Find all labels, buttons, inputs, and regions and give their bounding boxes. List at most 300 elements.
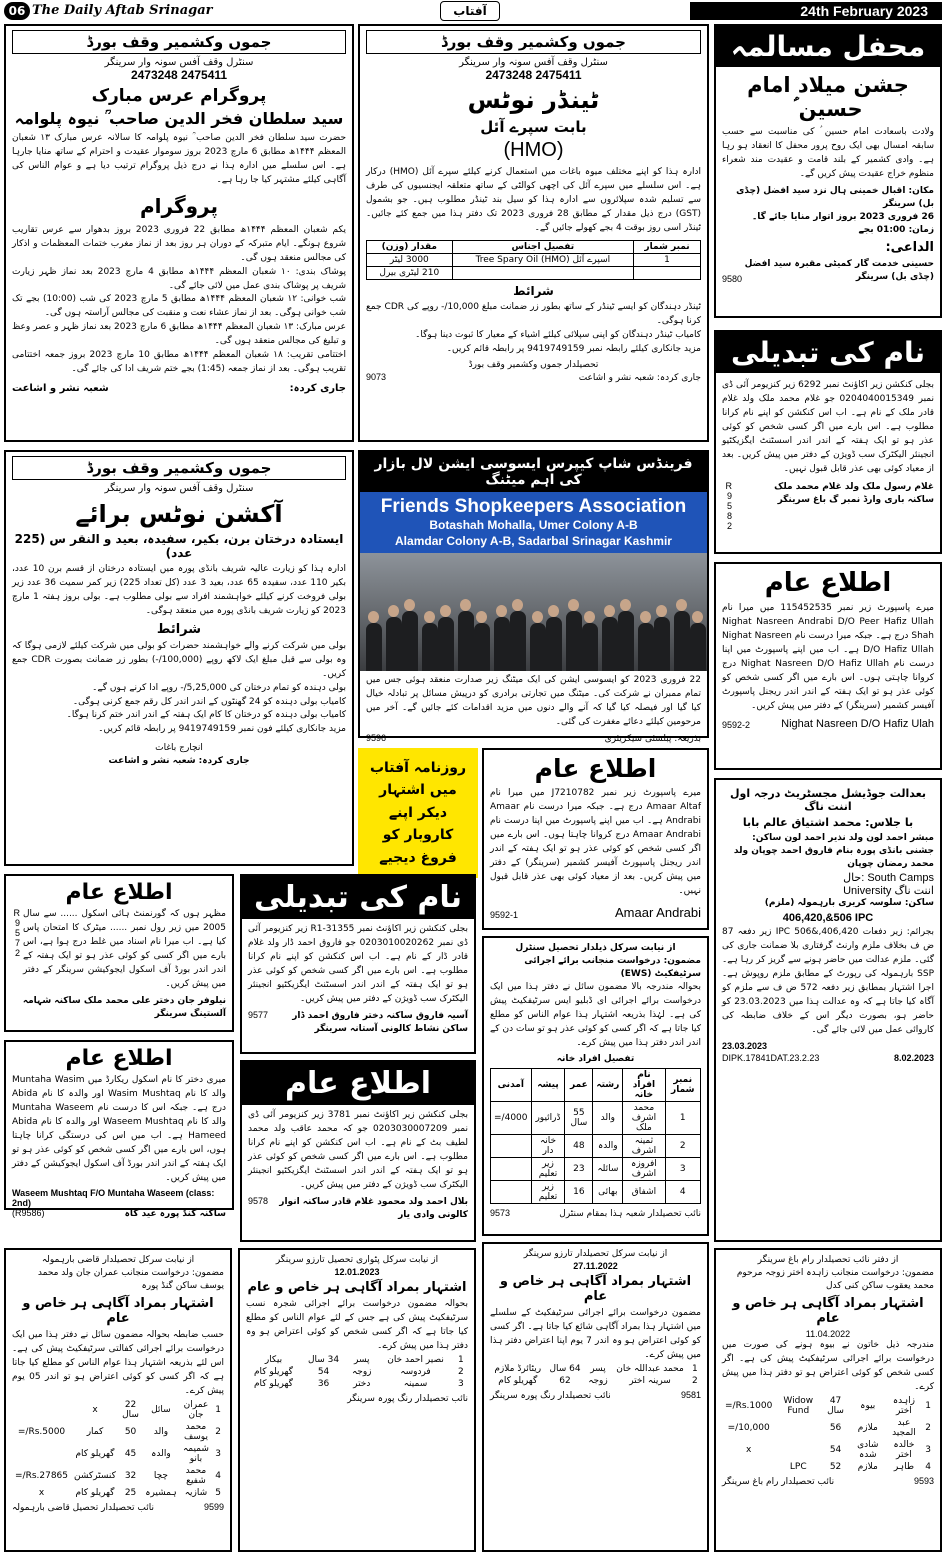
table-row [12,1443,224,1465]
table-row [367,266,701,279]
name-change-body: بجلی کنکشن زیر اکاؤنٹ نمبر 31355-R1 زیر کنزیومر آئی ڈی نمبر 0203010020262 جو فاروق احمد ڈار ولد غلام قادر ڈار کے نام ہے۔ اب اس کنکشن کو اپنے نام کرانا مطلوب ہے۔ اس بارے میں اگر کسی شخص کو کوئی عذر ہو تو ایک ہفتہ کے اندر اندر اسسٹنٹ ایگزیکٹیو انجینئر الیکٹرک سب ڈویژن کے دفتر میں پیش کریں۔ [248,924,468,1004]
table-cell [775,1439,821,1461]
court-body: بجرائم: زیر دفعات 406,420,&506 IPC زیر دفعہ 87 ض ف بخلاف ملزم وارنٹ گرفتاری بلا ضمانت جاری کی گئی۔ ملزم عدالت میں حاضر ہونے سے گریز کر رہا ہے۔ SSP بارہمولہ کی رپورٹ کے مطابق ملزم روپوش ہے۔ اجرا اشتہار بمطابق زیر دفعہ 572 ض ف سے ملزم کو آگاہ کیا جاتا ہے کہ وہ عدالت ہذا میں 23.03.2023 کو حاضر ہو، بصورت دیگر اس کے خلاف ضابطہ کی کاروائی عمل میں لائی جائے گی۔ [722,927,935,1035]
table-cell: 1 [457,1354,464,1365]
istihar-table [246,1354,468,1390]
signature-name: غلام رسول ملک ولد غلام محمد ملک [774,481,934,492]
tender-subtitle-en: (HMO) [503,139,564,161]
auction-title: آکشن نوٹس برائے [75,500,283,528]
promo-text: روزنامہ آفتاب میں اشتہار دیکر اپنے کاروبار کو فروغ دیجیے [369,760,467,866]
table-cell: ثمینہ اشرف [623,1134,665,1157]
ad-ref: R 9 5 7 2 [13,908,20,958]
org-phones: 2475411 2473248 [130,68,228,82]
istihar-ad-4 [714,1248,942,1552]
person-figure [494,617,510,671]
department: شعبہ نشر و اشاعت [12,383,109,395]
notice-title: اطلاع عام [242,1062,474,1105]
person-figure [638,623,654,671]
table-cell: گھریلو کام [75,1487,115,1498]
org-office: سنٹرل وقف آفس سونہ وار سرینگر [104,57,254,68]
table-cell: 3000 لیٹر [367,253,453,266]
person-head [460,599,471,611]
istihar-title: اشتہار بمراد آگاہی ہر خاص و عام [247,1280,467,1296]
table-cell: 1 [634,253,701,266]
table-cell: 23 [565,1157,593,1180]
ad-ref: 9577 [248,1009,269,1020]
istihar-body: مضمون درخواست برائے اجرائی سرٹیفکیٹ کے سلسلے میں اشتہار ہذا بمراد آگاہی شائع کیا جاتا ہے۔ اگر کسی کو کوئی اعتراض ہو وہ اندر 7 یوم اپنا اعتراض دفتر ہذا میں پیش کرے۔ [490,1308,701,1360]
table-cell [452,266,633,279]
table-cell: Rs.5000/= [17,1426,66,1437]
org-office: سنٹرل وقف آفس سونہ وار سرینگر [459,57,608,68]
person-head [620,599,631,611]
table-cell: 210 لیٹری بیرل [367,266,453,279]
istihar-title: اشتہار بمراد آگاہی ہر خاص و عام [732,1296,924,1327]
istihar-footer: نائب تحصیلدار رنگ پورہ سرینگر [347,1393,468,1404]
table-cell: Rs.27865/= [15,1470,69,1481]
tender-title: ٹینڈر نوٹس [467,86,600,114]
ews-subject: مضمون: درخواست منجانب برائے اجرائی سرٹیفکیٹ (EWS) [524,956,701,980]
table-cell: 1 [691,1363,698,1374]
court-dipk: DIPK.17841DAT.23.2.23 [722,1052,820,1063]
person-head [440,605,451,617]
istihar-table [722,1395,934,1473]
notice-amaar-ad [482,748,709,930]
table-cell: طاہر [893,1461,914,1472]
table-cell [491,1157,532,1180]
table-cell: 2 [215,1426,221,1437]
table-cell: دختر [353,1378,371,1389]
mehfil-venue: مکان: اقبال خمینی ہال نزد سید افضل (چڈی بل) سرینگر [736,185,934,209]
person-head [532,611,543,623]
person-figure [458,611,474,671]
table-cell: خانہ دار [531,1134,565,1157]
table-cell: اسپرے آئل Tree Spary Oil (HMO) [452,253,633,266]
signature-address: ساکنہ باری وارڈ نمبر گ باغ سرینگر [777,494,934,505]
notice-nasreen-ad [714,562,942,770]
table-cell: 3 [665,1157,701,1180]
table-cell: زوجہ [588,1375,608,1386]
ad-ref: R 9 5 8 2 [725,480,732,531]
table-cell: 4 [215,1470,221,1481]
meeting-title: فرینڈس شاپ کیپرس ایسوسی ایشن لال بازار کی اہم میٹنگ [360,452,707,492]
table-cell: 50 [124,1426,137,1437]
table-cell: بھائی [593,1180,623,1203]
urs-title: پروگرام عرس مبارک [91,86,267,106]
mehfil-date: 26 فروری 2023 بروز اتوار منایا جائے گا۔ [752,211,934,222]
istihar-footer: نائب تحصیلدار تحصیل قاضی بارہمولہ [12,1502,154,1513]
table-cell: 1 [925,1400,931,1411]
table-header: عمر [565,1068,593,1101]
ad-ref: 9580 [722,274,743,285]
istihar-subject: مضمون: درخواست منجانب زاہدہ اختر زوجہ مرحوم محمد یعقوب ساکن کنی کدل [736,1268,934,1292]
ad-ref: 9599 [203,1501,224,1512]
table-cell: زاہدہ اختر [892,1395,915,1416]
istihar-head: از نیابت سرکل تحصیلدار قاضی بارہمولہ [41,1255,195,1265]
paper-name: The Daily Aftab Srinagar [32,3,213,18]
table-cell: 55 سال [565,1101,593,1134]
table-cell: x [38,1487,45,1498]
ews-subhead: تفصیل افراد خانہ [556,1053,635,1064]
friends-meeting-ad [358,450,709,744]
istihar-body: بحوالہ مضمون درخواست برائے اجرائی شجرہ نسب سرٹیفکیٹ پیش کی ہے جس کے لئے عوام الناس کو مطلع کیا جاتا ہے کہ اگر کسی شخص کو کوئی اعتراض ہو وہ دفتر ہذا میں پیش کرے۔ [246,1299,468,1351]
table-cell: 4 [925,1461,931,1472]
table-cell: محمد یوسف [183,1421,208,1442]
person-figure [674,611,690,671]
table-header: مقدار (وزن) [367,240,453,253]
ad-ref: 9578 [248,1195,269,1206]
table-cell: ملازم [857,1422,878,1433]
page-header [0,0,945,22]
court-date-2: 8.02.2023 [893,1052,934,1063]
auction-subtitle: ایستادہ درختان برن، بکیر، سفیدہ، بعید و النقر س (225 عدد) [14,532,344,560]
ad-ref: 9593 [913,1475,934,1486]
table-cell: پسر [590,1363,606,1374]
istihar-body: حسب ضابطہ بحوالہ مضمون سائل نے دفتر ہذا میں ایک درخواست برائے اجرائی کفالتی سرٹیفکیٹ پیش کی ہے۔ اس لئے بذریعہ اشتہار ہذا عوام الناس کو مطلع کیا جاتا ہے کہ اگر کسی کو کوئی اعتراض ہو تو اندر 05 یوم پیش کرے۔ [12,1330,224,1396]
person-figure [582,623,598,671]
table-row [12,1487,224,1499]
notice-title: اطلاع عام [65,1046,173,1071]
table-cell: Widow Fund [783,1395,814,1416]
notice-signature: نیلوفر جان دختر علی محمد ملک ساکنہ شہامہ آلستینگ سرینگر [22,995,226,1019]
ews-table [490,1068,701,1204]
aftab-promo-ad [358,748,478,878]
court-accused: ساکن: سلوسہ کریری بارہمولہ (ملزم) [764,898,934,909]
notice-body: میرے پاسپورٹ زیر نمبر J7210782 میں میرا نام Amaar Altaf درج ہے۔ جبکہ میرا درست نام Amaar Andrabi ہے۔ اب میں اپنے پاسپورٹ میں اپنا درست نام Amaar Andrabi درج کروانا چاہتا ہوں۔ اس بارے میں اگر کسی شخص کو کوئی عذر ہو تو ایک ہفتہ کے اندر اندر ریجنل پاسپورٹ آفیسر کشمیر (سرینگر) کے دفتر میں پیش کریں۔ بعد از معیاد کوئی بھی عذر قابل قبول نہیں۔ [490,788,701,896]
programme-item: شب خوانی: ۱۲ شعبان المعظم ۱۴۴۴ھ مطابق 5 مارچ 2023 کی شب (10:00) بجے تک شب خوانی ہوگی۔ بعد از نماز عشاء نعت و منقبت کی مجالس آراستہ ہوں گی۔ [12,294,346,319]
meeting-report: 22 فروری 2023 کو ایسوسی ایشن کی ایک میٹنگ زیر صدارت منعقد ہوئی جس میں تمام ممبران نے شرکت کی۔ میٹنگ میں تجارتی برادری کو درپیش مسائل پر تبادلہ خیال کیا گیا اور فیصلہ کیا گیا کہ آنے والے دنوں میں مزید اقدامات کئے جائیں گے۔ آخر میں مرحومین کیلئے دعائے مغفرت کی گئی۔ [366,675,701,727]
table-cell: اشفاق [623,1180,665,1203]
table-cell: محمد عبداللہ خان [616,1363,684,1374]
table-cell: 34 سال [307,1354,340,1365]
term-item: مزید جانکاری کیلئے فون نمبر 9419749159 پر رابطہ قائم کریں۔ [98,724,346,735]
caller: حسینی خدمت گار کمیٹی مقبرہ سید افضل (چڈی بل) سرینگر [744,258,934,282]
notice-signature: آسیہ فاروق ساکنہ دختر فاروق احمد ڈار ساکن نشاط کالونی آستانہ سرینگر [292,1010,468,1034]
table-cell: 48 [565,1134,593,1157]
istihar-head: از دفتر نائب تحصیلدار رام باغ سرینگر [757,1255,899,1265]
person-figure [690,623,706,671]
waqf-auction-ad [4,450,354,866]
term-item: ٹینڈر دہندگان کو ایسے ٹینڈر کے ساتھ بطور زر ضمانت مبلغ 10,000/- روپے کی CDR جمع کرنا ہوگی۔ [366,301,701,326]
ittila-aam-electric-ad [240,1060,476,1242]
org-title: جموں وکشمیر وقف بورڈ [366,30,701,54]
table-cell: 16 [565,1180,593,1203]
notice-title: اطلاع عام [534,754,657,783]
table-cell: 62 [559,1375,571,1386]
person-figure [422,623,438,671]
ad-ref: 9073 [366,372,387,383]
table-cell: 52 [829,1461,842,1472]
table-cell: سرینہ اختر [629,1375,671,1386]
person-head [404,599,415,611]
term-item: بولی دہندہ کو تمام درختان کی 5,25,000/- روپے ادا کرنے ہوں گے۔ [92,682,346,693]
table-cell: x [92,1404,98,1415]
table-row [491,1180,701,1203]
table-row [491,1134,701,1157]
court-sections: 406,420,&506 IPC [782,912,874,925]
notice-school-ad [4,874,234,1032]
table-cell: ملازم [857,1461,878,1472]
table-cell: 47 سال [827,1395,844,1416]
istihar-date: 12.01.2023 [334,1267,380,1278]
court-title: بعدالت جوڈیشل مجسٹریٹ درجہ اول اننت ناگ [730,787,926,813]
table-cell: 25 [124,1487,137,1498]
table-cell [491,1180,532,1203]
table-cell: کنسٹرکشن [74,1470,116,1481]
name-change-title: نام کی تبدیلی [716,332,940,373]
page-number: 06 [4,2,30,20]
ad-ref: 9592-2 [722,719,751,730]
terms-heading: شرائط [513,283,554,298]
court-judge: با جلاس: محمد اشتیاق عالم بابا [742,816,914,829]
table-row [12,1465,224,1487]
table-cell: 2 [665,1134,701,1157]
table-header: نمبر شمار [665,1068,701,1101]
notice-signature: بلال احمد ولد محمود غلام قادر ساکنہ انوار کالونی وادی یار [279,1196,468,1220]
table-cell: محمد اشرف ملک [623,1101,665,1134]
tender-subtitle [366,118,701,136]
association-address-1: Botashah Mohalla, Umer Colony A-B [429,518,638,532]
table-cell: زیر تعلیم [531,1180,565,1203]
istihar-table [490,1363,701,1387]
table-cell: زیر تعلیم [531,1157,565,1180]
programme-item: عرس مبارک: ۱۳ شعبان المعظم ۱۴۴۴ھ مطابق 6 مارچ 2023 بعد نماز ظہر و عصر وعظ و تبلیغ کی مجالس منعقد ہوں گی۔ [12,322,346,347]
person-figure [438,617,454,671]
notice-body: میرے پاسپورٹ زیر نمبر 115452535 میں میرا نام Nighat Nasreen Andrabi D/O Peer Hafiz Ullah Shah درج ہے۔ جبکہ میرا درست نام Nighat Nasreen D/O Hafiz Ullah ہے۔ اب میں اپنے پاسپورٹ میں اپنا درست نام Nighat Nasreen D/O Hafiz Ullah درج کروانا چاہتی ہوں۔ اس بارے میں اگر کسی شخص کو کوئی عذر ہو تو ایک ہفتہ کے اندر اندر ریجنل پاسپورٹ آفیسر کشمیر (سرینگر) کے دفتر میں پیش کریں۔ [722,603,935,711]
ews-notice-ad [482,936,709,1236]
istihar-subject: مضمون: درخواست منجانب عمران جان ولد محمد یوسف ساکن گنڈ پورہ [37,1268,224,1292]
ews-signoff: نائب تحصیلدار شعبہ ہذا بمقام سنٹرل [559,1208,701,1219]
table-cell [634,266,701,279]
caller-label: الداعی: [885,239,934,255]
table-cell: 4 [665,1180,701,1203]
notice-address: ساکنہ گنڈ پورہ عید گاہ [124,1208,226,1219]
istihar-date: 11.04.2022 [805,1329,851,1340]
table-cell: LPC [789,1461,807,1472]
table-header: نام افراد خانہ [623,1068,665,1101]
mehfil-title: محفل مسالمہ [716,26,940,67]
term-item: کامیاب بولی دہندہ کو درختان کا کام ایک ہفتہ کے اندر اندر ختم کرنا ہوگا۔ [66,710,346,721]
person-head [692,611,703,623]
table-cell: گھریلو کام [498,1375,538,1386]
table-cell: سمینہ [403,1378,428,1389]
person-figure [654,617,670,671]
table-cell: 3 [925,1444,931,1455]
name-change-ad-1 [714,330,942,554]
table-cell: زوجہ [352,1366,372,1377]
table-cell: فردوسہ [400,1366,431,1377]
table-cell: کمار [86,1426,104,1437]
table-cell [775,1417,821,1439]
name-change-ad-2 [240,874,476,1054]
group-photo [360,553,707,671]
table-row [246,1366,468,1378]
table-row [490,1363,701,1375]
table-cell: والدہ [151,1448,171,1459]
table-row [491,1157,701,1180]
masthead-logo: آفتاب [440,1,500,21]
court-address-1: حال: South Camps [843,872,934,885]
person-head [368,611,379,623]
court-parties: مبشر احمد لون ولد نذیر احمد لون ساکن: جشنی بانڈی پورہ بنام فاروق احمد چوپان ولد محمد رمضان چوپان [733,833,934,870]
table-cell [491,1134,532,1157]
table-row [367,253,701,266]
association-banner [360,492,707,553]
table-cell: 1 [215,1404,221,1415]
person-head [548,605,559,617]
person-figure [618,611,634,671]
table-row [246,1378,468,1390]
table-cell: والد [593,1101,623,1134]
waqf-urs-ad [4,24,354,442]
ad-ref: 9592-1 [490,909,519,920]
terms-heading: شرائط [156,621,202,637]
programme-item: اختتامی تقریب: ۱۸ شعبان المعظم ۱۴۴۴ھ مطابق 10 مارچ 2023 بروز جمعہ اختتامی تقریب ہوگی۔ بعد از نماز جمعہ (1:45) بجے ختم شریف ادا کی جائے گی۔ [12,350,346,375]
person-figure [366,623,382,671]
table-cell: 22 سال [122,1399,139,1420]
istihar-ad-3 [482,1242,709,1552]
istihar-ad-1 [4,1248,232,1552]
istihar-title: اشتہار بمراد آگاہی ہر خاص و عام [499,1274,692,1305]
person-head [656,605,667,617]
table-cell [722,1461,775,1473]
person-figure [402,611,418,671]
table-cell: سائل [151,1404,171,1415]
notice-title: اطلاع عام [764,568,892,598]
istihar-body: مندرجہ ذیل خاتون نے بیوہ ہونے کی صورت میں درخواست برائے اجرائی سرٹیفکیٹ پیش کی ہے۔ اگر کسی شخص کو کوئی اعتراض ہو تو دفتر ہذا میں پیش کرے۔ [722,1340,934,1392]
istihar-date: 27.11.2022 [573,1261,618,1272]
org-title: جموں وکشمیر وقف بورڈ [12,456,346,480]
table-header: نمبر شمار [634,240,701,253]
table-cell: x [746,1444,752,1455]
court-date-1: 23.03.2023 [722,1040,768,1051]
table-cell: ہمشیرہ [145,1487,177,1498]
saint-name: سید سلطان فخر الدین صاحب ؒ نیوہ پلوامہ [14,109,344,128]
table-cell: بیوہ [860,1400,876,1411]
table-cell: ریٹائرڈ ملازم [494,1363,542,1374]
table-header: رشتہ [593,1068,623,1101]
ad-ref: (R9586) [12,1207,45,1218]
table-cell: گھریلو کام [253,1378,293,1389]
table-cell: شادی شدہ [857,1439,879,1460]
programme-heading: پروگرام [140,193,218,218]
term-item: کامیاب ٹینڈر دہندگان کو اپنی سپلائی کیلئے اشیاء کے معیار کا ثبوت دینا ہوگا۔ [415,329,701,340]
table-cell: 3 [457,1378,464,1389]
org-title: جموں وکشمیر وقف بورڈ [12,30,346,54]
notice-title: اطلاع عام [65,880,173,905]
istihar-footer: نائب تحصیلدار رام باغ سرینگر [722,1476,835,1487]
person-figure [386,617,402,671]
term-item: مزید جانکاری کیلئے رابطہ نمبر 9419749159 پر رابطہ قائم کریں۔ [446,343,701,354]
table-cell: 2 [925,1422,931,1433]
person-figure [566,611,582,671]
table-row [12,1399,224,1421]
person-figure [510,611,526,671]
person-figure [602,617,618,671]
ad-ref: 9596 [366,732,387,743]
table-header: تفصیل اجناس [452,240,633,253]
table-cell: 45 [124,1448,137,1459]
table-cell: 32 [124,1470,137,1481]
table-cell: والد [153,1426,169,1437]
table-cell: عمران جان [183,1399,209,1420]
name-change-body: بجلی کنکشن زیر اکاؤنٹ نمبر 6292 زیر کنزیومر آئی ڈی نمبر 0204040015349 جو غلام محمد ملک ولد غلام قادر ملک کے نام ہے۔ اب اس کنکشن کو اپنے نام کرانا مطلوب ہے۔ اس بارے میں اگر کسی شخص کو کوئی عذر ہو تو ایک ہفتہ کے اندر اندر اسسٹنٹ ایگزیکٹیو انجینئر الیکٹرک سب ڈویژن کے دفتر میں پیش کریں۔ بعد از معیاد کوئی بھی عذر قابل قبول نہیں۔ [722,380,934,474]
name-change-title: نام کی تبدیلی [242,876,474,919]
person-head [476,611,487,623]
table-row [722,1395,934,1417]
table-row [491,1101,701,1134]
person-head [424,611,435,623]
table-cell: محمد شفیع [185,1465,207,1486]
table-row [12,1421,224,1443]
notice-body: میری دختر کا نام اسکول ریکارڈ میں Muntaha Wasim والد کا نام Wasim Mushtaq اور والدہ کا نام Abida درج ہے۔ جبکہ اس کا درست نام Muntaha Waseem والد کا نام Waseem Mushtaq اور والدہ کا نام Abida Hameed ہے۔ اب میں اس کی درستگی کرانا چاہتا ہوں، اس بارے میں اگر کسی شخص کو کوئی عذر ہو تو ایک ہفتہ کے اندر اندر بورڈ آف اسکول ایجوکیشن کے دفتر میں پیش کریں۔ [12,1075,226,1183]
table-cell: 10,000/= [727,1422,770,1433]
person-figure [546,617,562,671]
issued-by: جاری کردہ: شعبہ نشر و اشاعت [578,373,701,384]
tender-body: ادارہ ہذا کو اپنے مختلف میوہ باغات میں استعمال کرنے کیلئے سپرے آئل (HMO) درکار ہے۔ اس سلسلے میں سپرے آئل کی اچھی کوالٹی کے ساتھ متعلقہ ایجنسیوں کی طرف سے تسلیم شدہ سپلائروں سے ادارہ ہذا کو سیل بند ٹینڈر مطلوب ہیں۔ جو بشمول (GST) درج ذیل مقدار کے مطابق 28 فروری 2023 تک دفتر ہذا میں جمع کئے جائیں۔ ٹینڈر اسی روز بوقت 4 بجے کھولے جائیں گے۔ [366,167,701,233]
table-cell: 4000/= [491,1101,532,1134]
ad-ref: 9581 [680,1389,701,1400]
urs-intro: حضرت سید سلطان فخر الدین صاحب ؒ نیوہ پلوامہ کا سالانہ عرس مبارک ۱۳ شعبان المعظم ۱۴۴۴ھ مطابق 6 مارچ 2023 بروز سوموار عقیدت و احترام کے ساتھ منایا جارہا ہے۔ اس سلسلے میں ادارہ ہذا نے درج ذیل پروگرام ترتیب دیا ہے و عوام الناس کی آگاہی کیلئے مشتہر کیا جا رہا ہے۔ [12,133,347,185]
org-office: سنٹرل وقف آفس سونہ وار سرینگر [104,483,254,494]
table-cell: 3 [215,1448,221,1459]
table-cell: 56 [829,1422,842,1433]
table-cell: شمیمہ بانو [182,1443,209,1464]
person-head [640,611,651,623]
table-cell: 36 [317,1378,330,1389]
table-cell: 54 [317,1366,330,1377]
istihar-title: اشتہار بمراد آگاہی ہر خاص و عام [22,1296,214,1327]
person-head [604,605,615,617]
waqf-tender-ad [358,24,709,442]
person-head [584,611,595,623]
istihar-head: از نیابت سرکل پٹواری تحصیل تارزو سرینگر [275,1255,439,1265]
tender-table [366,240,701,280]
ews-body: بحوالہ مندرجہ بالا مضمون سائل نے دفتر ہذا میں ایک درخواست برائے اجرائی ای ڈبلیو ایس سرٹیفکیٹ پیش کی ہے۔ لہٰذا بذریعہ اشتہار ہذا عوام الناس کو مطلع کیا جاتا ہے کہ اگر کسی کو کوئی عذر ہو تو سات دن کے اندر اندر دفتر ہذا میں پیش کرے۔ [490,982,701,1048]
mehfil-time: زمان: 01:00 بجے [858,224,934,235]
table-cell: ڈرائیور [531,1101,565,1134]
issued-by: جاری کردہ: شعبہ نشر و اشاعت [108,756,250,767]
table-row [246,1354,468,1366]
table-cell: 54 [829,1444,842,1455]
tender-signoff: تحصیلدار جموں وکشمیر وقف بورڈ [468,360,599,371]
table-cell: سائلہ [593,1157,623,1180]
person-head [568,599,579,611]
notice-body: مظہر ہوں کہ گورنمنٹ ہائی اسکول ...... سے سال 2005 میں زیر رول نمبر ...... میٹرک کا امتحان پاس کیا ہے۔ اب میرا نام اسناد میں غلط درج ہوا ہے، اس بارے میں اگر کسی کو کوئی عذر ہو تو ایک ہفتہ کے اندر اندر بورڈ آف اسکول ایجوکیشن سرینگر کے دفتر میں پیش کریں۔ [23,909,226,989]
table-cell: چچا [153,1470,168,1481]
issued-by: جاری کردہ: [289,383,346,395]
table-cell: والدہ [593,1134,623,1157]
table-cell: عبد المجید [892,1417,916,1438]
istihar-ad-2 [238,1248,476,1552]
person-figure [530,623,546,671]
notice-muntaha-ad [4,1040,234,1219]
table-cell: افروزہ اشرف [623,1157,665,1180]
term-item: بولی میں شرکت کرنے والے خواہشمند حضرات کو بولی میں شرکت کیلئے لازمی ہوگا کہ وہ بولی سے قبل مبلغ ایک لاکھ روپے (100,000/-) بطور زر ضمانت بصورت CDR جمع کریں۔ [12,640,346,679]
table-cell: 2 [457,1366,464,1377]
istihar-footer: نائب تحصیلدار رنگ پورہ سرینگر [490,1390,611,1401]
person-figure [474,623,490,671]
table-row [490,1375,701,1387]
table-row [722,1417,934,1439]
ews-head: از نیابت سرکل ذیلدار تحصیل سنٹرل [515,943,676,953]
meeting-by: بذریعہ: پبلسٹی سیکریٹری [604,733,701,744]
programme-item: یکم شعبان المعظم ۱۴۴۴ھ مطابق 22 فروری 2023 بروز بدھوار سے عرس تقاریب شروع ہونگے۔ ایام متبرکہ کے دوران ہر روز بعد از نماز مغرب ختمات المعظمات و اذکار کی مجالس منعقد ہوں گی۔ [12,224,346,263]
notice-signature: Amaar Andrabi [615,904,701,920]
istihar-head: از نیابت سرکل تحصیلدار تارزو سرینگر [523,1249,668,1259]
org-phones: 2475411 2473248 [485,68,582,82]
table-cell: نصیر احمد خان [387,1354,444,1365]
term-item: کامیاب بولی دہندہ کو 24 گھنٹوں کے اندر اندر کل رقم جمع کرنی ہوگی۔ [72,696,346,707]
